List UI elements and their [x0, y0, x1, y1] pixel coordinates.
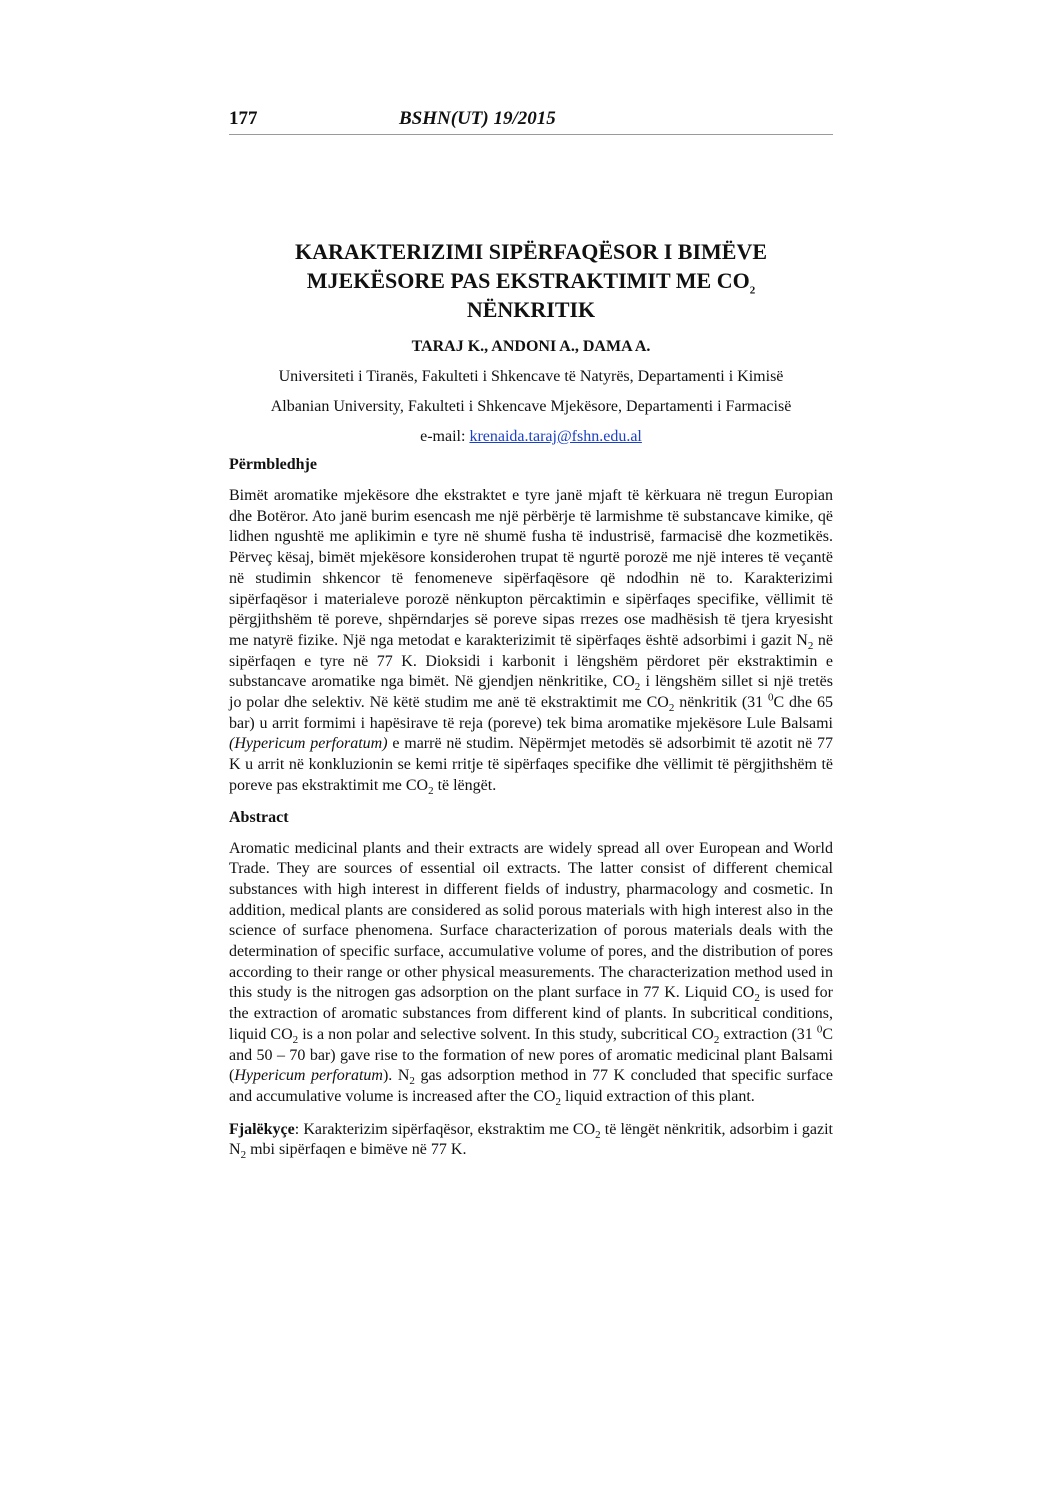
authors: TARAJ K., ANDONI A., DAMA A. — [411, 338, 651, 355]
title-line-2 — [229, 266, 833, 295]
permbledhje-heading: Përmbledhje — [229, 456, 317, 473]
title-line-1: KARAKTERIZIMI SIPËRFAQËSOR I BIMËVE — [294, 239, 768, 264]
subscript: 2 — [595, 1128, 601, 1141]
permbledhje-text-part: Bimët aromatike mjekësore dhe ekstraktet e tyre janë mjaft të kërkuara në tregun Europian dhe Botëror. Ato janë burim esencash me një përbërje të larmishme të substancave kimike, që lidhen ngushtë me aplikimin e tyre në shumë fusha të industrisë, farmacisë dhe kozmetikës. Përveç kësaj, bimët mjekësore konsiderohen trupat të ngurtë porozë me një interes të veçantë në studimin shkencor të fenomeneve sipërfaqësore që ndodhin në to. Karakterizimi sipërfaqësor i materialeve porozë nënkupton përcaktimin e sipërfaqes specifike, vëllimit të përgjithshëm të poreve, shpërndarjes së poreve sipas rrezes ose madhësish të tjera kryesisht me natyrë fizike. Një nga metodat e karakterizimit të sipërfaqes është adsorbimi i gazit N — [229, 487, 833, 649]
keywords-text-part: të lëngët nënkritik, adsorbim i gazit N — [229, 1120, 833, 1159]
abstract-text-part: ). N — [382, 1067, 410, 1085]
subscript: 2 — [409, 1075, 415, 1088]
permbledhje-text-part: nënkritik (31 — [674, 694, 768, 712]
subscript: 2 — [807, 640, 814, 653]
subscript: 2 — [240, 1149, 247, 1162]
abstract-text-part: Aromatic medicinal plants and their extracts are widely spread all over European and World Trade. They are sources of essential oil extracts. The latter consist of different chemical substances with high interest in different fields of industry, pharmacology and cosmetic. In addition, medical plants are considered as solid porous materials with high interest also in the science of surface phenomena. Surface characterization of porous materials deals with the determination of specific surface, accumulative volume of pores, and the distribution of pores according to their range or other physical measurements. The characterization method used in this study is the nitrogen gas adsorption on the plant surface in 77 K. Liquid CO — [229, 839, 833, 1002]
abstract-text — [229, 839, 833, 1108]
running-header — [229, 108, 833, 135]
keywords-label: Fjalëkyçe — [229, 1120, 295, 1138]
subscript: 2 — [292, 1034, 299, 1047]
abstract-text-part: is a non polar and selective solvent. In this study, subcritical CO — [298, 1025, 714, 1043]
email-line — [229, 426, 833, 448]
abstract-text-part: gas adsorption method in 77 K concluded that specific surface and accumulative volume is increased after the CO — [229, 1067, 833, 1105]
abstract-text-part: is used for the extraction of aromatic substances from different kind of plants. In subcritical conditions, liquid CO — [229, 984, 834, 1043]
title-line-2-text: MJEKËSORE PAS EKSTRAKTIMIT ME CO — [306, 268, 750, 293]
title-subscript: 2 — [749, 284, 756, 297]
paper-page — [229, 108, 833, 1161]
superscript: 0 — [768, 691, 774, 704]
abstract-text-part: liquid extraction of this plant. — [561, 1087, 755, 1105]
page-number: 177 — [229, 108, 258, 129]
abstract-text-part: extraction (31 — [719, 1025, 817, 1043]
permbledhje-text-part: në sipërfaqen e tyre në 77 K. Dioksidi i karbonit i lëngshëm përdoret për ekstraktimin e substancave aromatike nga bimët. Në gjendjen nënkritike, CO — [229, 631, 833, 691]
subscript: 2 — [668, 702, 675, 715]
paper-title — [229, 237, 833, 324]
permbledhje-text-part: i lëngshëm sillet si një tretës jo polar dhe selektiv. Në këtë studim me anë të ekstraktimit me CO — [229, 673, 834, 712]
permbledhje-text-part: të lëngët. — [433, 776, 497, 794]
abstract-heading: Abstract — [229, 808, 289, 826]
keywords-text-part: : Karakterizim sipërfaqësor, ekstraktim me CO — [294, 1120, 596, 1138]
species-name: Hypericum perforatum — [234, 1067, 383, 1085]
permbledhje-text-part: C dhe 65 bar) u arrit formimi i hapësirave të reja (poreve) tek bima aromatike mjekësore Lule Balsami — [229, 694, 833, 732]
keywords-text-part: mbi sipërfaqen e bimëve në 77 K. — [246, 1141, 467, 1159]
affiliation-2: Albanian University, Fakulteti i Shkencave Mjekësore, Departamenti i Farmacisë — [270, 398, 792, 415]
email-label: e-mail: — [420, 428, 470, 445]
permbledhje-text — [229, 486, 833, 797]
keywords — [229, 1120, 833, 1161]
permbledhje-text-part: e marrë në studim. Nëpërmjet metodës së adsorbimit të azotit në 77 K u arrit në konkluzionin se kemi rritje të sipërfaqes specifike dhe vëllimit të përgjithshëm të poreve pas ekstraktimit me CO — [229, 735, 833, 794]
subscript: 2 — [713, 1034, 720, 1047]
species-name: (Hypericum perforatum) — [229, 735, 388, 753]
abstract-text-part: C and 50 – 70 bar) gave rise to the formation of new pores of aromatic medicinal plant Balsami ( — [229, 1025, 834, 1085]
superscript: 0 — [816, 1023, 823, 1036]
email-link[interactable]: krenaida.taraj@fshn.edu.al — [469, 428, 642, 445]
title-line-3: NËNKRITIK — [466, 297, 596, 322]
subscript: 2 — [555, 1096, 562, 1109]
journal-name: BSHN(UT) 19/2015 — [399, 108, 556, 129]
subscript: 2 — [754, 992, 760, 1005]
affiliation-1: Universiteti i Tiranës, Fakulteti i Shkencave të Natyrës, Departamenti i Kimisë — [278, 368, 784, 385]
subscript: 2 — [428, 785, 434, 798]
subscript: 2 — [634, 681, 641, 694]
